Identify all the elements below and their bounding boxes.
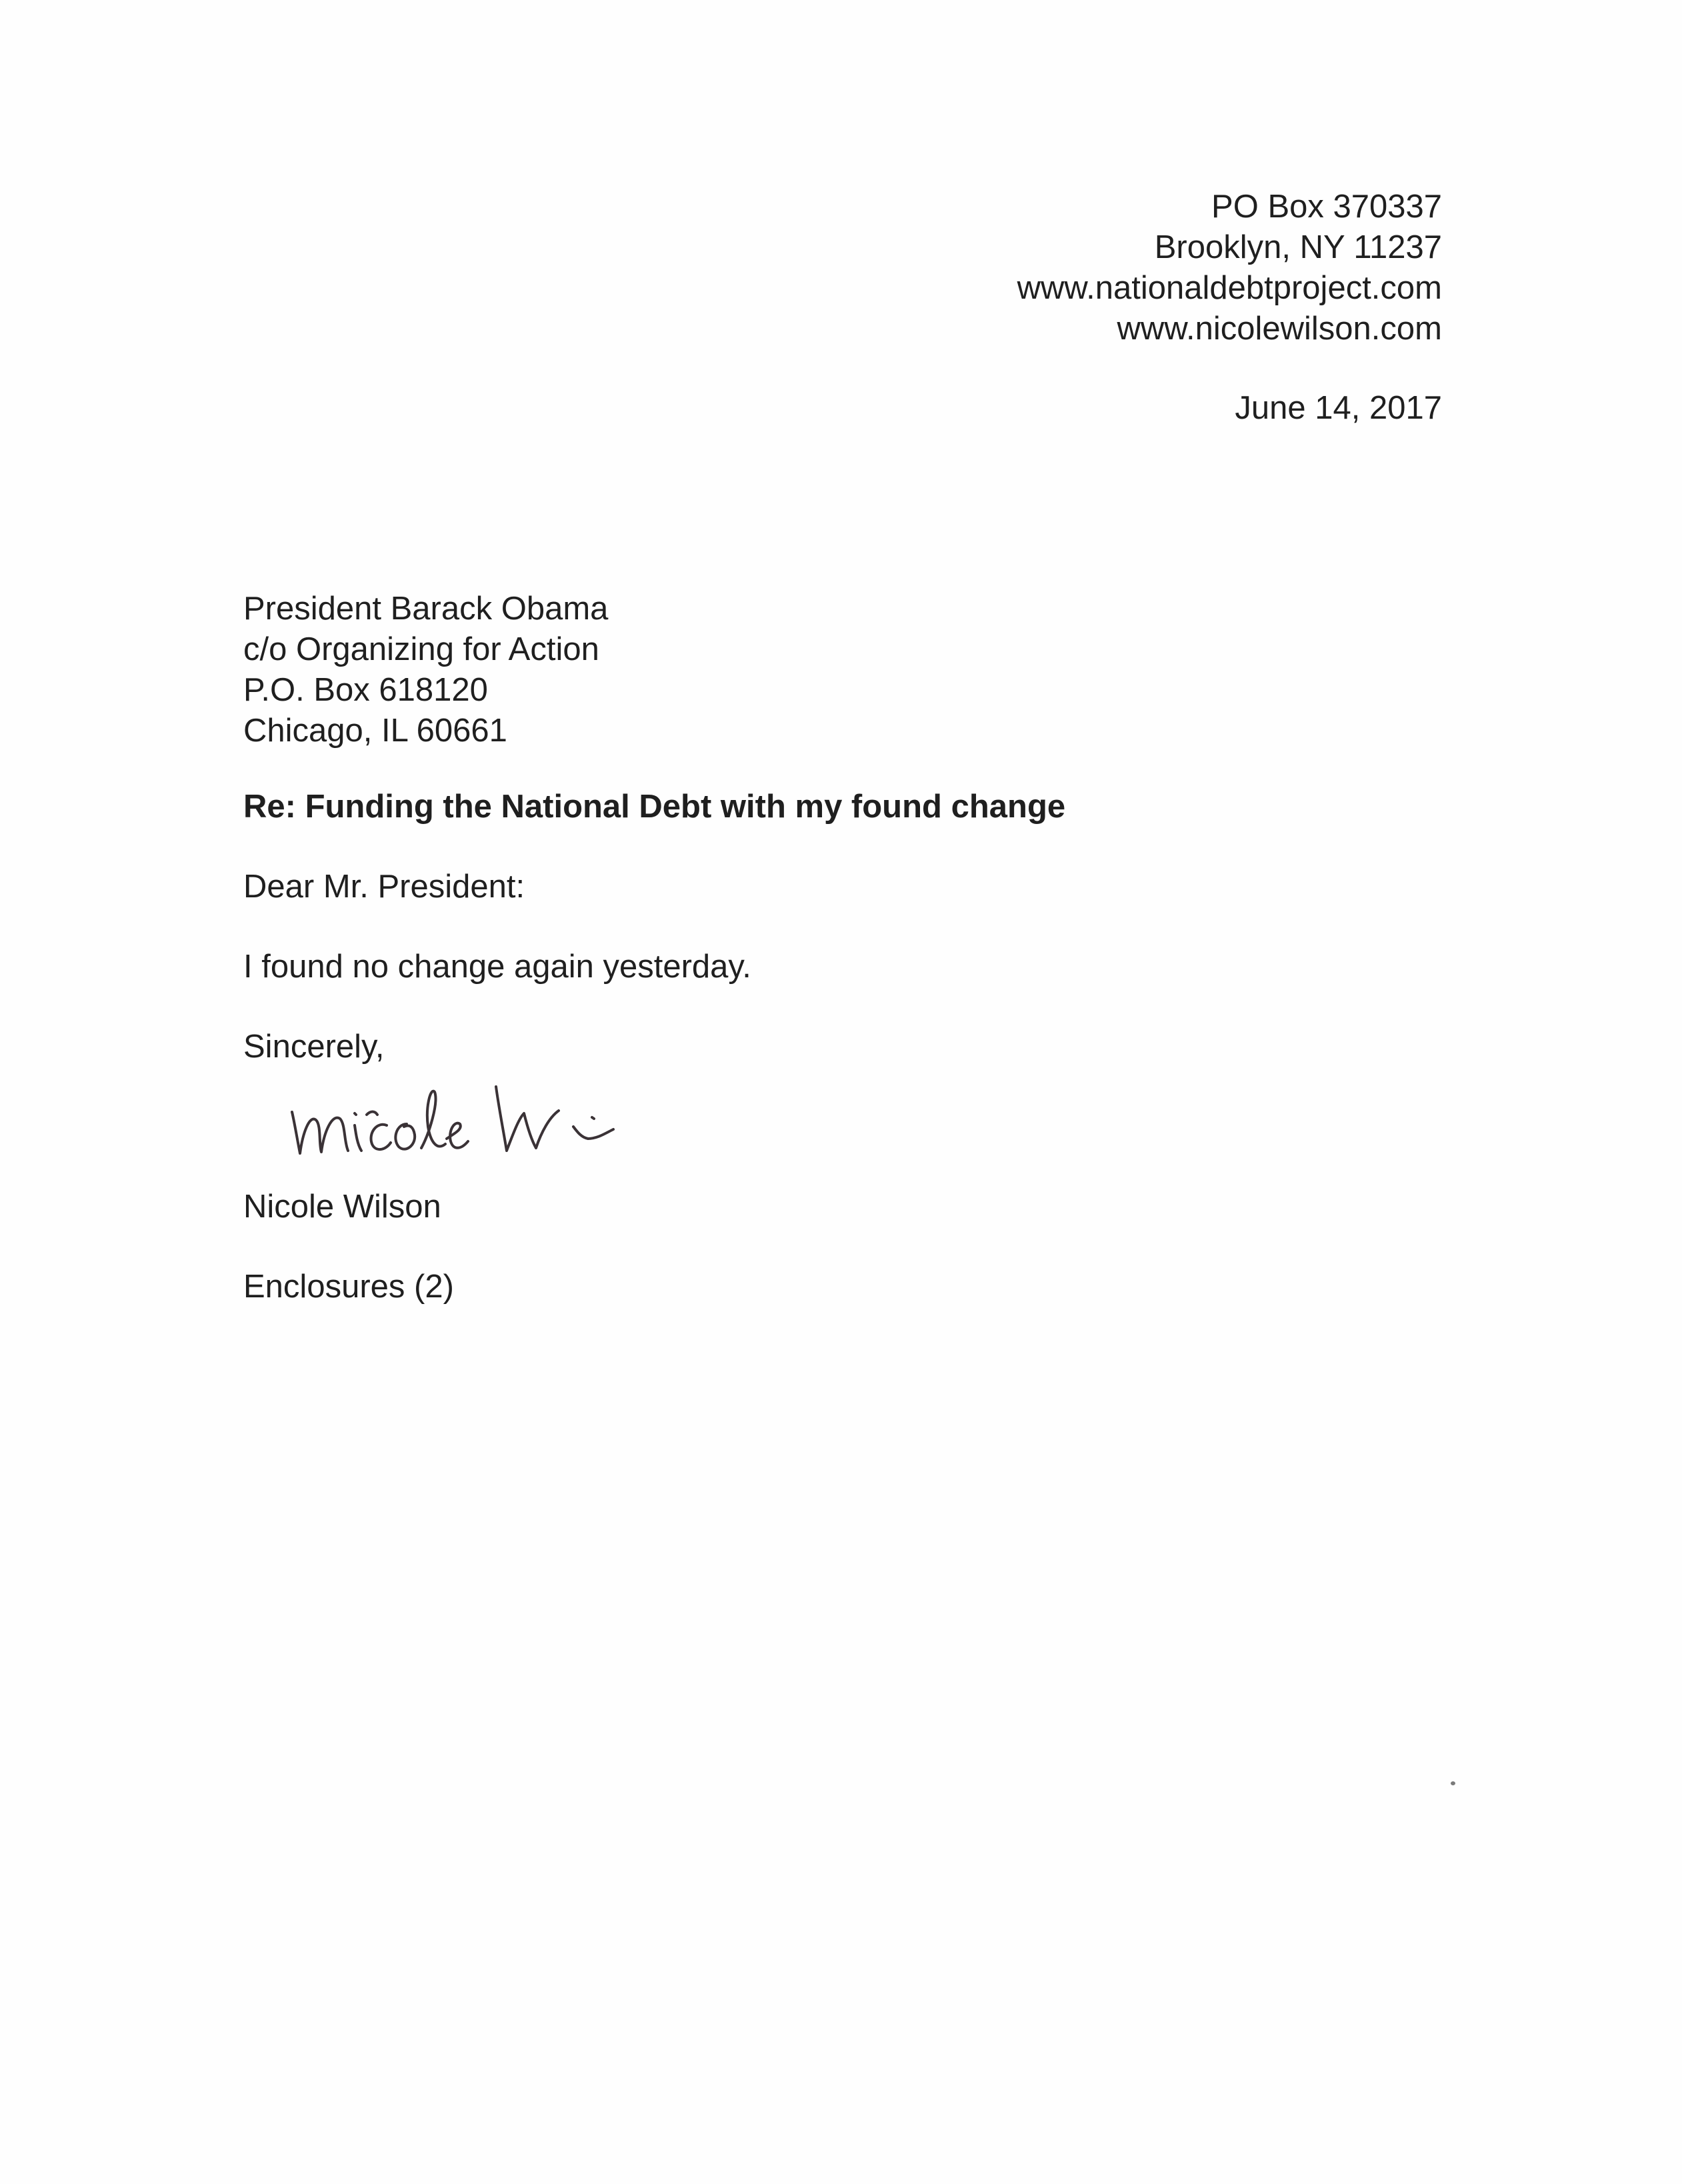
sender-address [1017, 187, 1442, 349]
recipient-address-line: c/o Organizing for Action [243, 631, 599, 667]
paper-speck [1451, 1781, 1455, 1785]
letter-body: I found no change again yesterday. [243, 949, 751, 985]
letter-date: June 14, 2017 [1235, 390, 1442, 426]
closing: Sincerely, [243, 1029, 385, 1065]
recipient-address-line: President Barack Obama [243, 591, 609, 627]
enclosures-note: Enclosures (2) [243, 1269, 454, 1305]
sender-website-link: www.nicolewilson.com [1117, 311, 1442, 347]
recipient-address [243, 589, 608, 751]
signer-name: Nicole Wilson [243, 1189, 441, 1225]
sender-address-line: PO Box 370337 [1211, 189, 1442, 225]
sender-address-line: Brooklyn, NY 11237 [1154, 229, 1442, 265]
salutation: Dear Mr. President: [243, 869, 525, 905]
sender-website-link: www.nationaldebtproject.com [1017, 270, 1442, 306]
subject-line: Re: Funding the National Debt with my found change [243, 789, 1066, 825]
recipient-address-line: P.O. Box 618120 [243, 672, 488, 708]
handwritten-signature [280, 1060, 707, 1173]
recipient-address-line: Chicago, IL 60661 [243, 713, 507, 749]
